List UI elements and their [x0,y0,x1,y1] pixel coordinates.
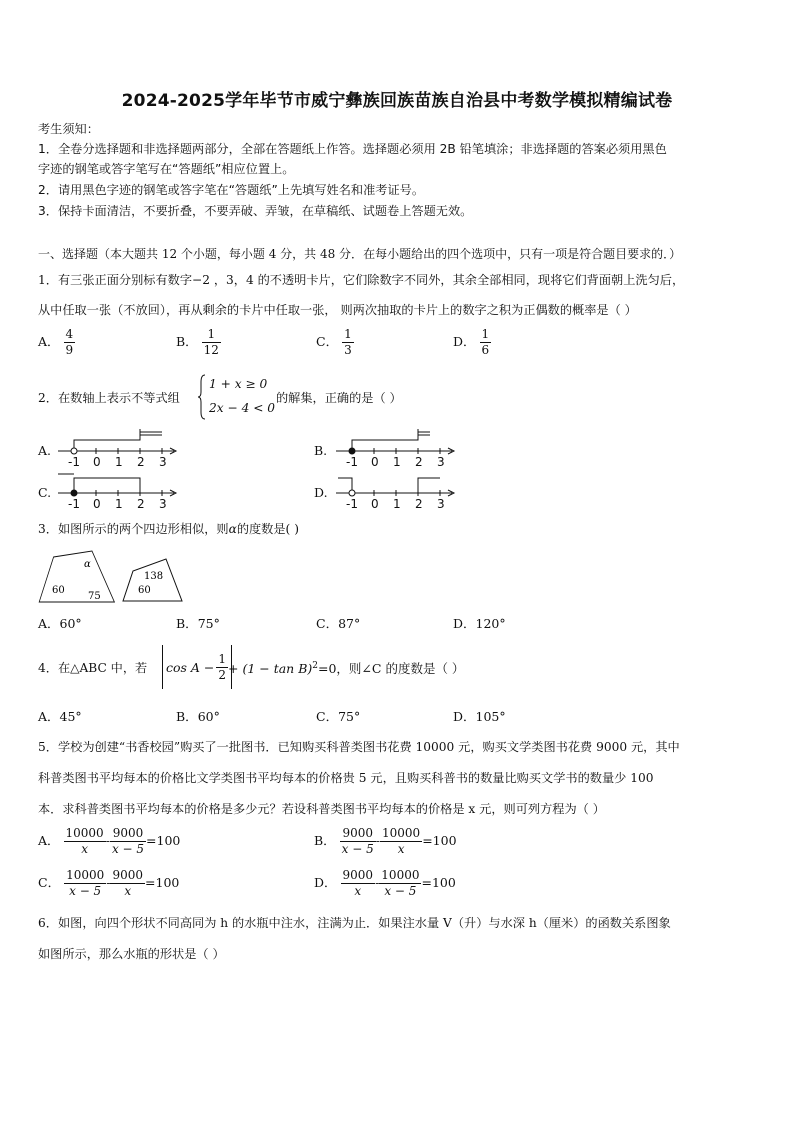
angle-label: 75 [88,591,101,602]
quadrilateral-1 [36,549,116,605]
section-heading: 一、选择题（本大题共 12 个小题，每小题 4 分，共 48 分．在每小题给出的四个选项中，只有一项是符合题目要求的．） [38,247,682,261]
notice-item: 1．全卷分选择题和非选择题两部分，全部在答题纸上作答。选择题必须用 2B 铅笔填涂；非选择题的答案必须用黑色 [38,142,667,156]
q4-option-a[interactable]: A．45° [38,709,82,724]
tick-label: 1 [393,455,401,468]
q3-text: 3．如图所示的两个四边形相似，则α的度数是( ) [38,522,299,536]
q1-line1: 1．有三张正面分别标有数字−2 ，3，4 的不透明卡片，它们除数字不同外，其余全部相同，现将它们背面朝上洗匀后， [38,273,685,287]
notice-item: 2．请用黑色字迹的钢笔或答字笔在“答题纸”上先填写姓名和准考证号。 [38,183,425,197]
tick-label: -1 [68,455,80,468]
brace-icon [198,374,206,420]
tick-label: 0 [371,455,379,468]
tick-label: 0 [371,497,379,510]
fraction: $\frac{1}{6}$ [481,327,490,357]
q4-option-c[interactable]: C．75° [316,709,361,724]
number-line-a[interactable] [56,428,180,468]
q5-line2: 科普类图书平均每本的价格比文学类图书平均每本的价格贵 5 元，且购买科普书的数量比购买文学书的数量少 100 [38,771,654,785]
exam-title: 2024-2025学年毕节市威宁彝族回族苗族自治县中考数学模拟精编试卷 [121,91,673,111]
number-line-c[interactable] [56,470,180,510]
tick-label: 2 [137,497,145,510]
q2-option-a-label[interactable]: A. [38,443,52,458]
number-line-b[interactable] [334,428,458,468]
tick-label: -1 [346,455,358,468]
tick-label: -1 [68,497,80,510]
q5-option-b[interactable]: B． $\frac{9000}{x - 5}$ - $\frac{10000}{x}$ =100 [314,826,457,856]
notice-item: 字迹的钢笔或答字笔写在“答题纸”相应位置上。 [38,162,295,176]
tick-label: 1 [115,455,123,468]
tick-label: 2 [415,497,423,510]
tick-label: 3 [159,455,167,468]
q1-option-b[interactable]: B． $\frac{1}{12}$ [176,327,219,357]
q3-option-d[interactable]: D．120° [453,616,506,631]
tick-label: 1 [393,497,401,510]
q3-option-b[interactable]: B．75° [176,616,220,631]
tick-label: 0 [93,497,101,510]
q4-option-b[interactable]: B．60° [176,709,220,724]
angle-label: 60 [138,585,151,596]
q4-expr: + $(1 - \tan B)^2=0$，则∠C 的度数是（ ） [228,660,465,676]
angle-label: α [84,559,91,570]
tick-label: 2 [415,455,423,468]
q4-option-d[interactable]: D．105° [453,709,506,724]
q3-option-c[interactable]: C．87° [316,616,361,631]
q1-option-a[interactable]: A． $\frac{4}{9}$ [38,327,74,357]
q5-line3: 本．求科普类图书平均每本的价格是多少元？若设科普类图书平均每本的价格是 x 元，则可列方程为（ ） [38,802,605,816]
tick-label: 3 [437,497,445,510]
q1-line2: 从中任取一张（不放回），再从剩余的卡片中任取一张， 则两次抽取的卡片上的数字之积为正偶数的概率是（ ） [38,303,637,317]
q2-option-b-label[interactable]: B. [314,443,328,458]
q6-line1: 6．如图，向四个形状不同高同为 h 的水瓶中注水，注满为止．如果注水量 V（升）与水深 h（厘米）的函数关系图象 [38,916,671,930]
q4-prefix: 4．在△ABC 中，若 [38,661,148,675]
tick-label: 3 [159,497,167,510]
q5-line1: 5．学校为创建“书香校园”购买了一批图书．已知购买科普类图书花费 10000 元，购买文学类图书花费 9000 元，其中 [38,740,680,754]
fraction: $\frac{4}{9}$ [65,327,74,357]
q1-option-c[interactable]: C． $\frac{1}{3}$ [316,327,352,357]
q1-option-d[interactable]: D． $\frac{1}{6}$ [453,327,490,357]
q2-inequality-1: 1 + x ≥ 0 [209,377,268,391]
angle-label: 138 [144,571,164,582]
q3-option-a[interactable]: A．60° [38,616,82,631]
q5-option-a[interactable]: A． $\frac{10000}{x}$ - $\frac{9000}{x - 5}$ =100 [38,826,181,856]
number-line-d[interactable] [334,470,458,510]
tick-label: 0 [93,455,101,468]
tick-label: -1 [346,497,358,510]
fraction: $\frac{1}{12}$ [203,327,219,357]
tick-label: 1 [115,497,123,510]
q2-option-c-label[interactable]: C. [38,485,52,500]
q2-suffix: 的解集，正确的是（ ） [276,391,402,405]
q2-inequality-2: 2x − 4 < 0 [209,401,276,415]
angle-label: 60 [52,585,65,596]
tick-label: 3 [437,455,445,468]
tick-label: 2 [137,455,145,468]
q2-prefix: 2．在数轴上表示不等式组 [38,391,180,405]
notice-heading: 考生须知： [38,122,99,136]
q4-abs-value: cos A − $\frac{1}{2}$ [162,645,232,689]
q6-line2: 如图所示，那么水瓶的形状是（ ） [38,947,225,961]
fraction: $\frac{1}{3}$ [344,327,352,357]
q2-option-d-label[interactable]: D. [314,485,328,500]
q5-option-c[interactable]: C． $\frac{10000}{x - 5}$ - $\frac{9000}{x}$ =100 [38,868,180,898]
quadrilateral-2 [120,557,186,605]
notice-item: 3．保持卡面清洁，不要折叠，不要弄破、弄皱，在草稿纸、试题卷上答题无效。 [38,204,473,218]
q5-option-d[interactable]: D． $\frac{9000}{x}$ - $\frac{10000}{x - 5}$ =100 [314,868,456,898]
